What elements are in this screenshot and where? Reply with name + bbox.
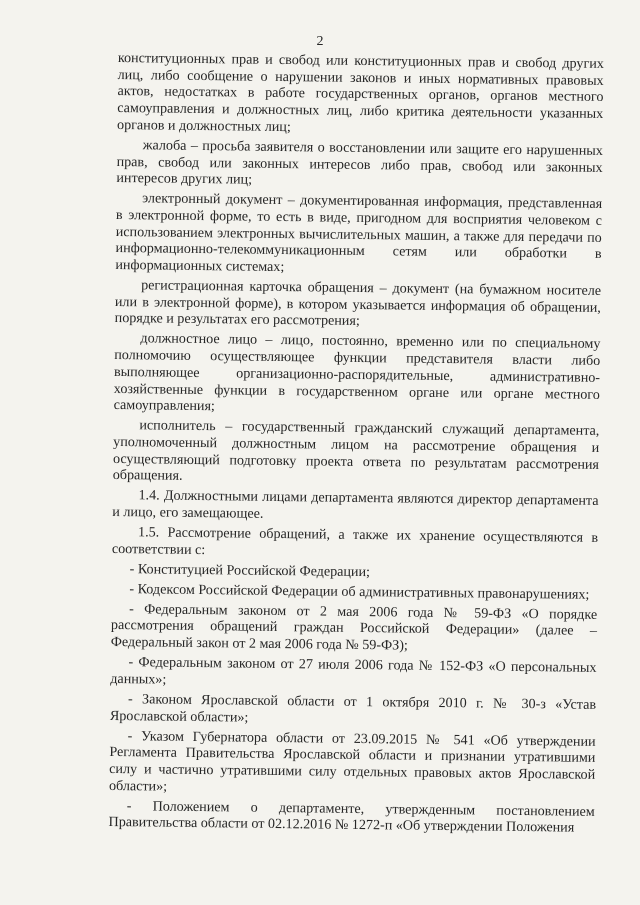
paragraph-official-definition: должностное лицо – лицо, постоянно, временно или по специальному полномочию осуществляющее функции представителя власти либо выполняющее организационно-распорядительные, административно-хозяйственные функции в государственном органе или органе местного самоуправления; (113, 330, 601, 415)
paragraph-executor-definition: исполнитель – государственный гражданский служащий департамента, уполномоченный должностным лицом на рассмотрение обращения и осуществляющий подготовку проекта ответа по результатам рассмотрения обращения. (112, 417, 600, 485)
list-item-governor-decree-541: - Указом Губернатора области от 23.09.2015 № 541 «Об утверждении Регламента Правительства Ярославской области и признании утратившими силу и частично утратившими силу отдельных правовых актов Ярославской области»; (108, 727, 596, 795)
list-item-federal-law-59: - Федеральным законом от 2 мая 2006 года № 59-ФЗ «О порядке рассмотрения обращений граждан Российской Федерации» (далее – Федеральный закон от 2 мая 2006 года № 59-ФЗ); (110, 600, 598, 654)
list-item-department-regulation: - Положением о департаменте, утвержденным постановлением Правительства области от 02.12.2016 № 1272-п «Об утверждении Положения (108, 797, 595, 837)
list-item-administrative-code: - Кодексом Российской Федерации об административных правонарушениях; (129, 580, 590, 603)
paragraph-section-1-5: 1.5. Рассмотрение обращений, а также их хранение осуществляются в соответствии с: (111, 524, 599, 558)
page-number: 2 (316, 34, 324, 49)
paragraph-appeal-definition-continued: конституционных прав и свобод или конституционных прав и свобод других лиц, либо сообщение о нарушении законов и иных нормативных правовых актов, недостатках в работе государственных органов, органов местного самоуправления и должностных лиц, либо критика деятельности указанных органов и должностных лиц; (116, 50, 604, 135)
list-item-federal-law-152: - Федеральным законом от 27 июля 2006 года № 152-ФЗ «О персональных данных»; (110, 654, 597, 688)
paragraph-complaint-definition: жалоба – просьба заявителя о восстановлении или защите его нарушенных прав, свобод или законных интересов либо прав, свобод или законных интересов других лиц; (116, 137, 603, 188)
paragraph-section-1-4: 1.4. Должностными лицами департамента являются директор департамента и лицо, его замещающее. (112, 487, 599, 522)
list-item-constitution: - Конституцией Российской Федерации; (129, 560, 371, 580)
list-item-regional-law-30: - Законом Ярославской области от 1 октября 2010 г. № 30-з «Устав Ярославской области»; (109, 691, 597, 726)
paragraph-electronic-document-definition: электронный документ – документированная информация, представленная в электронной форме, то есть в виде, пригодном для восприятия человеком с использованием электронных вычислительных машин, а также для передачи по информационно-телекоммуникационным сетям или обработки в информационных системах; (115, 190, 603, 276)
paragraph-registration-card-definition: регистрационная карточка обращения – документ (на бумажном носителе или в электронной форме), в котором указывается информация об обращении, порядке и результатах его рассмотрения; (114, 277, 602, 330)
document-text (108, 50, 604, 840)
